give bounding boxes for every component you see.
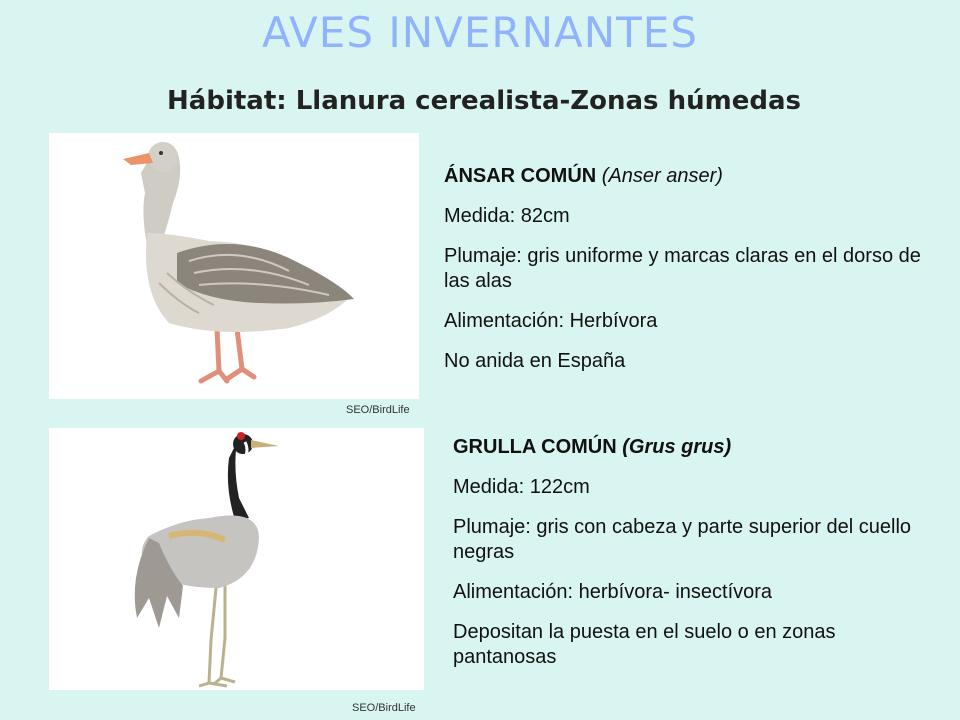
goose-measure: Medida: 82cm — [444, 205, 570, 227]
goose-plumage: Plumaje: gris uniforme y marcas claras en el dorso de las alas — [444, 245, 921, 292]
crane-info — [453, 435, 937, 685]
crane-illustration — [49, 428, 424, 690]
crane-common-name: GRULLA COMÚN — [453, 436, 617, 458]
crane-note: Depositan la puesta en el suelo o en zonas pantanosas — [453, 621, 836, 668]
goose-info — [444, 164, 924, 389]
crane-plumage: Plumaje: gris con cabeza y parte superior del cuello negras — [453, 516, 912, 563]
slide-title: AVES INVERNANTES — [262, 8, 698, 57]
crane-scientific-name: (Grus grus) — [622, 436, 732, 458]
goose-photo-credit: SEO/BirdLife — [346, 404, 410, 416]
crane-measure: Medida: 122cm — [453, 476, 590, 498]
goose-feeding: Alimentación: Herbívora — [444, 310, 658, 332]
slide-subtitle: Hábitat: Llanura cerealista-Zonas húmedas — [167, 86, 801, 116]
goose-name-line — [444, 164, 924, 189]
goose-common-name: ÁNSAR COMÚN — [444, 165, 597, 187]
goose-illustration — [49, 133, 419, 399]
goose-scientific-name: (Anser anser) — [601, 165, 723, 187]
crane-name-line — [453, 435, 937, 460]
goose-note: No anida en España — [444, 350, 626, 372]
crane-feeding: Alimentación: herbívora- insectívora — [453, 581, 773, 603]
crane-photo-credit: SEO/BirdLife — [352, 702, 416, 714]
